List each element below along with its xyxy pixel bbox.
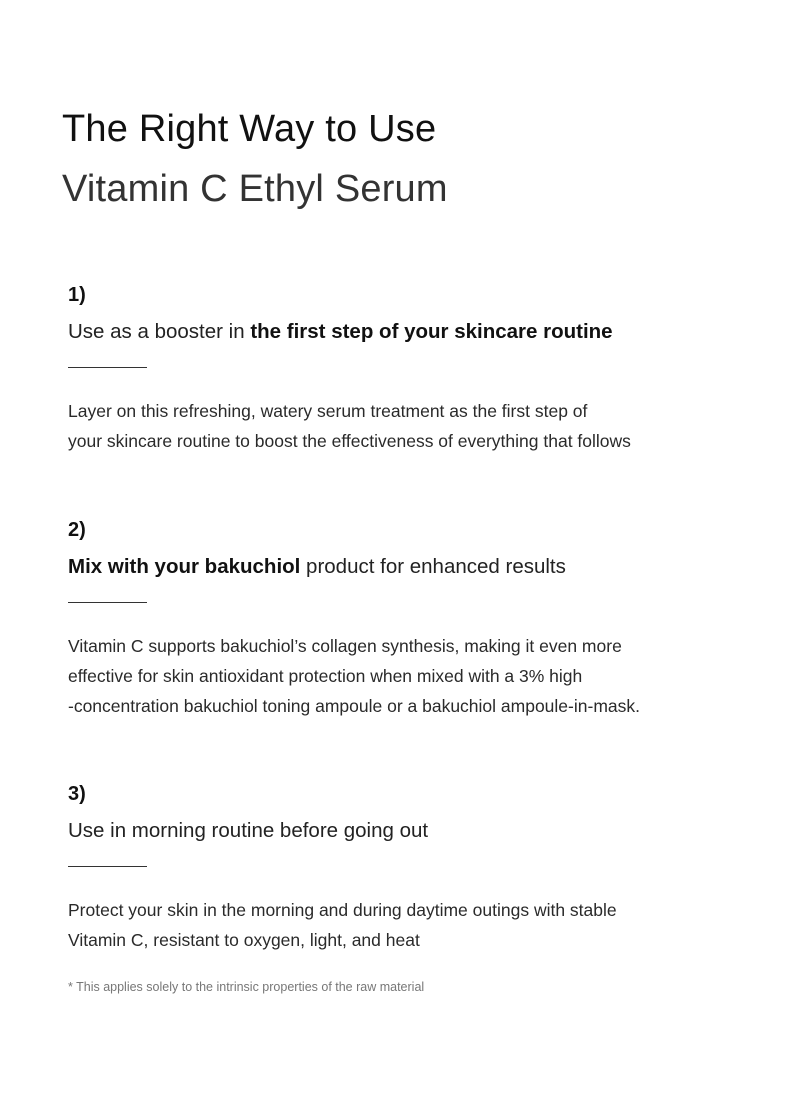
step-heading-emphasis: the first step of your skincare routine <box>250 320 613 343</box>
footnote: * This applies solely to the intrinsic properties of the raw material <box>68 980 425 994</box>
step-description-line: your skincare routine to boost the effectiveness of everything that follows <box>68 431 631 451</box>
step-description <box>68 895 768 955</box>
step-heading <box>68 319 768 345</box>
step-2 <box>68 518 768 721</box>
step-number: 1) <box>68 284 86 306</box>
step-1 <box>68 283 768 456</box>
step-heading-text-after: product for enhanced results <box>300 555 566 578</box>
step-description-line: Protect your skin in the morning and during daytime outings with stable <box>68 900 617 920</box>
step-description-line: effective for skin antioxidant protection when mixed with a 3% high <box>68 666 583 686</box>
step-number: 3) <box>68 783 86 805</box>
step-heading-emphasis: Mix with your bakuchiol <box>68 555 301 578</box>
step-description-line: -concentration bakuchiol toning ampoule or a bakuchiol ampoule-in-mask. <box>68 696 640 716</box>
step-heading <box>68 554 768 580</box>
step-number: 2) <box>68 519 86 541</box>
step-3 <box>68 782 768 955</box>
step-description-line: Vitamin C supports bakuchiol’s collagen synthesis, making it even more <box>68 636 622 656</box>
page-title-line1: The Right Way to Use <box>62 108 437 150</box>
step-description <box>68 396 768 456</box>
step-heading <box>68 818 768 844</box>
page-title-line2: Vitamin C Ethyl Serum <box>62 168 448 210</box>
step-divider <box>68 602 147 603</box>
step-description-line: Vitamin C, resistant to oxygen, light, and heat <box>68 930 420 950</box>
step-heading-text: Use as a booster in <box>68 320 251 343</box>
step-divider <box>68 866 147 867</box>
step-description <box>68 631 768 721</box>
step-heading-text: Use in morning routine before going out <box>68 819 429 842</box>
step-divider <box>68 367 147 368</box>
step-description-line: Layer on this refreshing, watery serum treatment as the first step of <box>68 401 588 421</box>
